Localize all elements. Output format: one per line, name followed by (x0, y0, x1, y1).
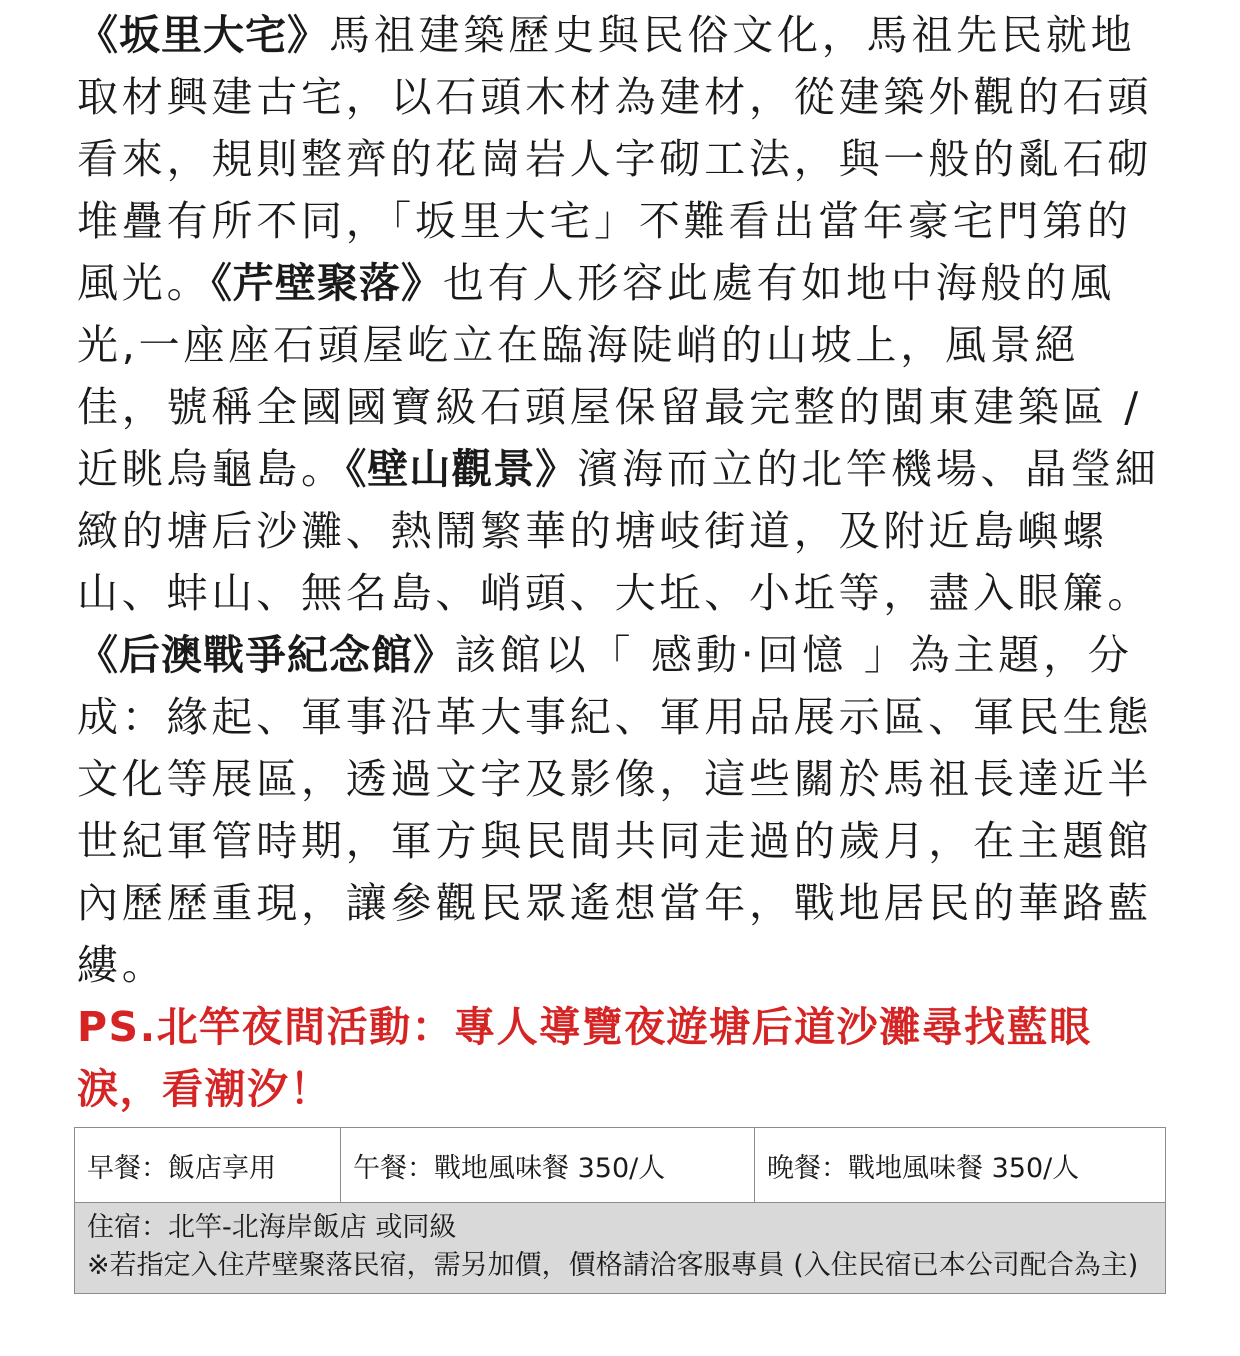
lunch-cell: 午餐：戰地風味餐 350/人 (341, 1128, 755, 1203)
lodging-cell (75, 1203, 1166, 1294)
lodging-hotel-text: 住宿：北竿-北海岸飯店 或同級 (87, 1212, 457, 1243)
dinner-cell: 晚餐：戰地風味餐 350/人 (755, 1128, 1166, 1203)
attractions-paragraph (77, 4, 1167, 996)
section-text-bishan-viewpoint: 濱海而立的北竿機場、晶瑩細緻的塘后沙灘、熱鬧繁華的塘岐街道，及附近島嶼螺山、蚌山、無名島、峭頭、大坵、小坵等，盡入眼簾。 (77, 445, 1160, 617)
section-title-bishan-viewpoint: 《壁山觀景》 (345, 445, 578, 493)
section-text-banli-mansion: 馬祖建築歷史與民俗文化，馬祖先民就地取材興建古宅，以石頭木材為建材，從建築外觀的石頭看來，規則整齊的花崗岩人字砌工法，與一般的亂石砌堆疊有所不同，「坂里大宅」不難看出當年豪宅門第的風光。 (77, 11, 1153, 307)
breakfast-cell: 早餐：飯店享用 (75, 1128, 341, 1203)
ps-night-activity-note: PS.北竿夜間活動：專人導覽夜遊塘后道沙灘尋找藍眼淚，看潮汐！ (77, 1003, 1092, 1113)
meal-lodging-table (74, 1127, 1166, 1294)
meal-row (75, 1128, 1166, 1203)
lodging-surcharge-note: ※若指定入住芹壁聚落民宿，需另加價，價格請洽客服專員 (入住民宿已本公司配合為主) (87, 1250, 1139, 1281)
itinerary-content (77, 4, 1167, 1120)
section-text-houao-war-museum: 該館以「 感動‧回憶 」為主題，分成：緣起、軍事沿革大事紀、軍用品展示區、軍民生態文化等展區，透過文字及影像，這些關於馬祖長達近半世紀軍管時期，軍方與民間共同走過的歲月，在主題館內歷歷重現，讓參觀民眾遙想當年，戰地居民的華路藍縷。 (77, 631, 1153, 989)
section-title-houao-war-museum: 《后澳戰爭紀念館》 (77, 631, 455, 679)
section-title-qinbi-village: 《芹壁聚落》 (211, 259, 443, 307)
section-text-qinbi-village: 也有人形容此處有如地中海般的風光,一座座石頭屋屹立在臨海陡峭的山坡上，風景絕佳，號稱全國國寶級石頭屋保留最完整的閩東建築區 / 近眺烏龜島。 (77, 259, 1142, 493)
lodging-row (75, 1203, 1166, 1294)
section-title-banli-mansion: 《坂里大宅》 (77, 11, 329, 59)
